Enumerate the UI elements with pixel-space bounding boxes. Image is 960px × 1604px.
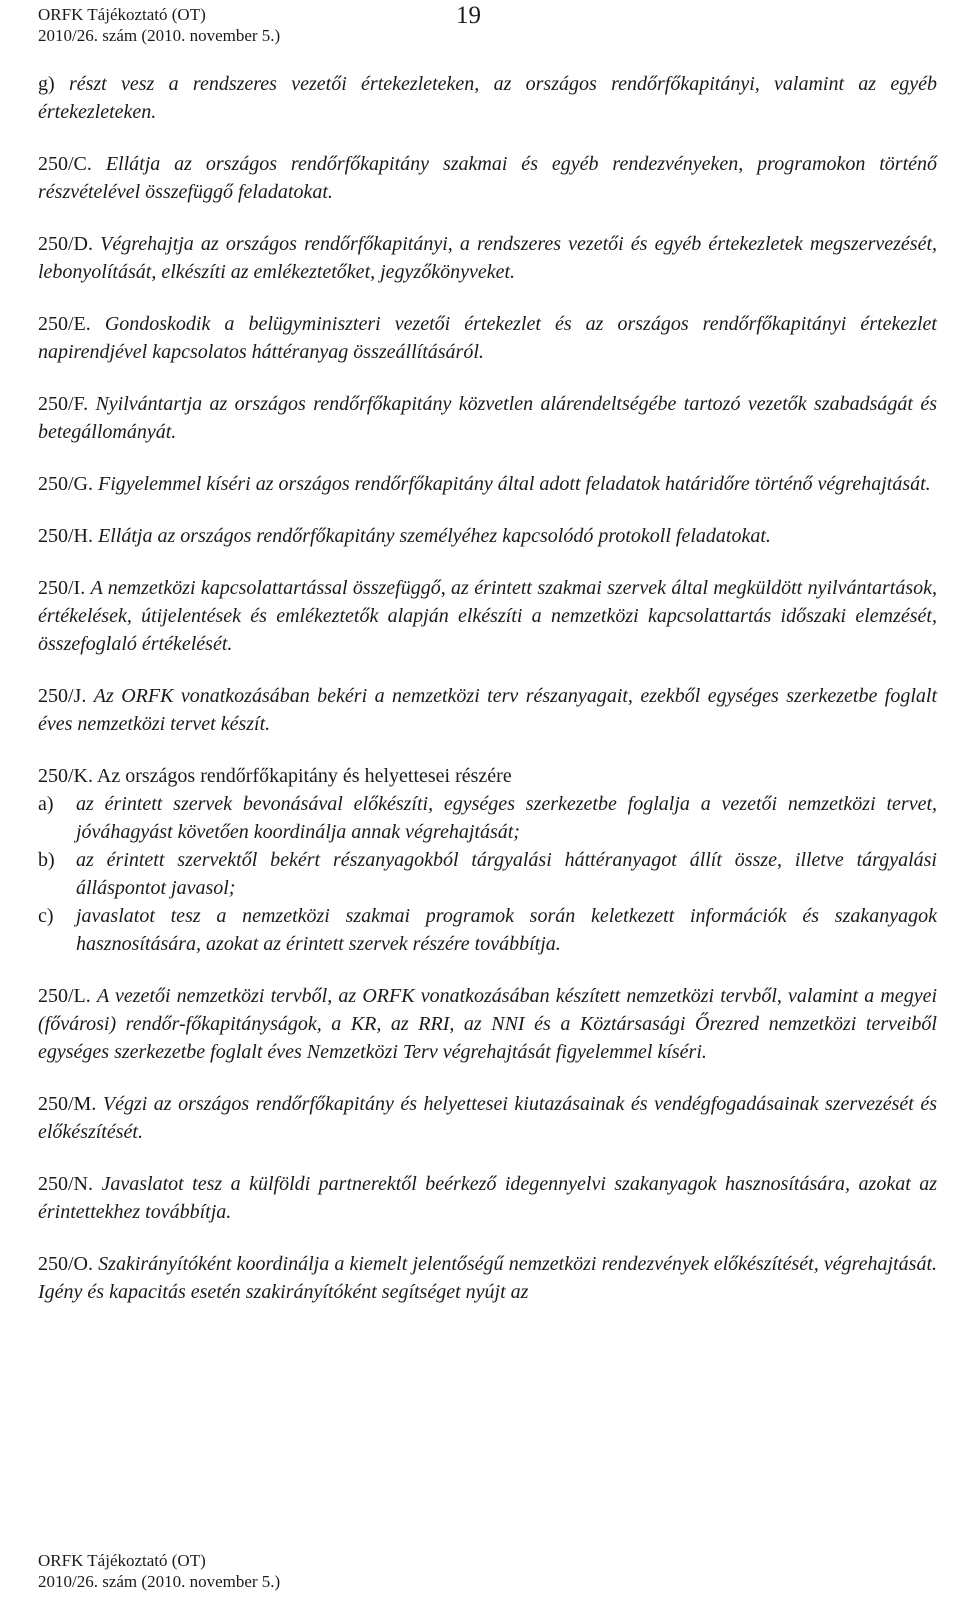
paragraph-number: 250/H.: [38, 525, 93, 547]
page-footer: [38, 1550, 280, 1592]
paragraph-250-j: [38, 682, 937, 738]
paragraph-text: Javaslatot tesz a külföldi partnerektől beérkező idegennyelvi szakanyagok hasznosítására, azokat az érintettekhez továbbítja.: [38, 1173, 938, 1223]
paragraph-250-o: [38, 1250, 937, 1306]
paragraph-250-l: [38, 982, 937, 1066]
paragraph-number: 250/K.: [38, 765, 93, 787]
paragraph-250-f: [38, 390, 937, 446]
document-body: [38, 70, 937, 1330]
paragraph-250-m: [38, 1090, 937, 1146]
paragraph-text: Figyelemmel kíséri az országos rendőrfőkapitány által adott feladatok határidőre történő végrehajtását.: [98, 473, 931, 495]
paragraph-250-n: [38, 1170, 937, 1226]
paragraph-number: 250/J.: [38, 685, 87, 707]
paragraph-number: 250/I.: [38, 577, 86, 599]
paragraph-number: 250/D.: [38, 233, 93, 255]
list-item-text: javaslatot tesz a nemzetközi szakmai programok során keletkezett információk és szakanyagok hasznosítására, azokat az érintett szervek részére továbbítja.: [76, 905, 937, 955]
header-issue-date: 2010/26. szám (2010. november 5.): [38, 26, 281, 45]
paragraph-text: Szakirányítóként koordinálja a kiemelt jelentőségű nemzetközi rendezvények előkészítését, végrehajtását. Igény és kapacitás esetén szakirányítóként segítséget nyújt az: [38, 1253, 937, 1303]
footer-publication-title: ORFK Tájékoztató (OT): [38, 1551, 206, 1570]
paragraph-number: 250/M.: [38, 1093, 97, 1115]
paragraph-number: 250/C.: [38, 153, 92, 175]
list-item-letter: a): [38, 793, 54, 815]
paragraph-250-g: [38, 470, 937, 498]
list-item-a: [38, 790, 937, 846]
paragraph-text: Az ORFK vonatkozásában bekéri a nemzetközi terv részanyagait, ezekből egységes szerkezetbe foglalt éves nemzetközi tervet készít.: [38, 685, 937, 735]
paragraph-text: Ellátja az országos rendőrfőkapitány személyéhez kapcsolódó protokoll feladatokat.: [98, 525, 771, 547]
paragraph-250-k: [38, 762, 937, 958]
paragraph-250-e: [38, 310, 937, 366]
paragraph-number: g): [38, 73, 55, 95]
paragraph-250-i: [38, 574, 937, 658]
list-item-c: [38, 902, 937, 958]
paragraph-text: A vezetői nemzetközi tervből, az ORFK vonatkozásában készített nemzetközi tervből, valamint a megyei (fővárosi) rendőr-főkapitányságok, a KR, az RRI, az NNI és a Köztársasági Őrezred nemzetközi terveiből egységes szerkezetbe foglalt éves Nemzetközi Terv végrehajtását figyelemmel kíséri.: [38, 985, 937, 1063]
paragraph-number: 250/L.: [38, 985, 91, 1007]
footer-issue-date: 2010/26. szám (2010. november 5.): [38, 1572, 281, 1591]
page-number: 19: [456, 2, 481, 29]
paragraph-number: 250/N.: [38, 1173, 93, 1195]
paragraph-250-c: [38, 150, 937, 206]
section-k-intro-line: [38, 762, 937, 790]
paragraph-250-d: [38, 230, 937, 286]
paragraph-text: Végrehajtja az országos rendőrfőkapitányi, a rendszeres vezetői és egyéb értekezletek megszervezését, lebonyolítását, elkészíti az emlékeztetőket, jegyzőkönyveket.: [38, 233, 938, 283]
paragraph-number: 250/O.: [38, 1253, 93, 1275]
list-item-b: [38, 846, 937, 902]
paragraph-text: A nemzetközi kapcsolattartással összefüggő, az érintett szakmai szervek által megküldött nyilvántartások, értékelések, útijelentések és emlékeztetők alapján elkészíti a nemzetközi kapcsolattartás időszaki elemzését, összefoglaló értékelését.: [38, 577, 938, 655]
list-item-letter: b): [38, 849, 55, 871]
paragraph-text: Nyilvántartja az országos rendőrfőkapitány közvetlen alárendeltségébe tartozó vezetők szabadságát és betegállományát.: [38, 393, 938, 443]
paragraph-text: részt vesz a rendszeres vezetői értekezleteken, az országos rendőrfőkapitányi, valamint az egyéb értekezleteken.: [38, 73, 937, 123]
page-header: [38, 4, 280, 46]
paragraph-number: 250/G.: [38, 473, 93, 495]
paragraph-text: Végzi az országos rendőrfőkapitány és helyettesei kiutazásainak és vendégfogadásainak szervezését és előkészítését.: [38, 1093, 938, 1143]
paragraph-number: 250/E.: [38, 313, 91, 335]
paragraph-250-h: [38, 522, 937, 550]
section-k-intro: Az országos rendőrfőkapitány és helyettesei részére: [96, 765, 512, 787]
header-publication-title: ORFK Tájékoztató (OT): [38, 5, 206, 24]
paragraph-text: Ellátja az országos rendőrfőkapitány szakmai és egyéb rendezvényeken, programokon történő részvételével összefüggő feladatokat.: [38, 153, 938, 203]
list-item-letter: c): [38, 905, 54, 927]
list-item-text: az érintett szervek bevonásával előkészíti, egységes szerkezetbe foglalja a vezetői nemzetközi tervet, jóváhagyást követően koordinálja annak végrehajtását;: [76, 793, 937, 843]
paragraph-number: 250/F.: [38, 393, 89, 415]
paragraph-text: Gondoskodik a belügyminiszteri vezetői értekezlet és az országos rendőrfőkapitányi értekezlet napirendjével kapcsolatos háttéranyag összeállításáról.: [38, 313, 937, 363]
paragraph-g: [38, 70, 937, 126]
list-item-text: az érintett szervektől bekért részanyagokból tárgyalási háttéranyagot állít össze, illetve tárgyalási álláspontot javasol;: [76, 849, 937, 899]
